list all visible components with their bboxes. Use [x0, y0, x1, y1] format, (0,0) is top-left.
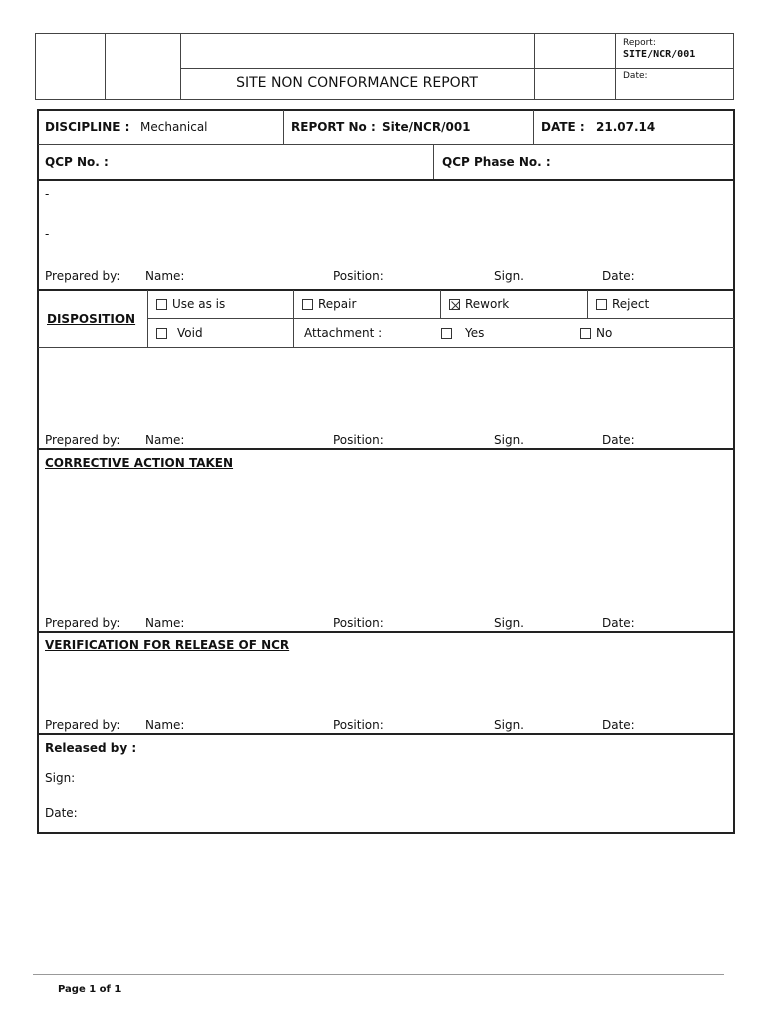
prepared-by-label: Prepared by:	[45, 269, 121, 283]
sign-label: Sign.	[494, 269, 524, 283]
disposition-label: DISPOSITION	[47, 312, 136, 326]
attachment-no-label: No	[596, 326, 613, 340]
void-label: Void	[177, 326, 203, 340]
sign-label: Sign.	[494, 433, 524, 447]
reject-label: Reject	[612, 297, 650, 311]
date-field-label: Date:	[602, 269, 635, 283]
date-value: 21.07.14	[596, 120, 656, 134]
date-label: DATE :	[541, 120, 585, 134]
position-label: Position:	[333, 269, 384, 283]
report-title: SITE NON CONFORMANCE REPORT	[236, 75, 478, 91]
footer-divider	[33, 974, 724, 975]
discipline-value: Mechanical	[140, 120, 208, 134]
released-date-label: Date:	[45, 806, 78, 820]
checked-x-icon	[450, 300, 461, 311]
description-line-2: -	[45, 227, 50, 241]
qcp-no-label: QCP No. :	[45, 155, 109, 169]
position-label: Position:	[333, 433, 384, 447]
description-line-1: -	[45, 187, 50, 201]
header-report-value: SITE/NCR/001	[623, 49, 696, 60]
discipline-label: DISCIPLINE :	[45, 120, 130, 134]
name-label: Name:	[145, 269, 185, 283]
prepared-by-label: Prepared by:	[45, 616, 121, 630]
prepared-by-label: Prepared by:	[45, 433, 121, 447]
repair-checkbox[interactable]	[302, 299, 313, 310]
page-number: Page 1 of 1	[58, 984, 122, 995]
report-no-label: REPORT No :	[291, 120, 376, 134]
name-label: Name:	[145, 718, 185, 732]
verification-title: VERIFICATION FOR RELEASE OF NCR	[45, 638, 290, 652]
released-by-title: Released by :	[45, 741, 137, 755]
rework-checkbox[interactable]	[449, 299, 460, 310]
attachment-yes-label: Yes	[465, 326, 485, 340]
attachment-yes-checkbox[interactable]	[441, 328, 452, 339]
attachment-label: Attachment :	[304, 326, 383, 340]
use-as-is-checkbox[interactable]	[156, 299, 167, 310]
prepared-by-label: Prepared by:	[45, 718, 121, 732]
void-checkbox[interactable]	[156, 328, 167, 339]
position-label: Position:	[333, 718, 384, 732]
qcp-phase-label: QCP Phase No. :	[442, 155, 551, 169]
name-label: Name:	[145, 616, 185, 630]
released-sign-label: Sign:	[45, 771, 76, 785]
sign-label: Sign.	[494, 616, 524, 630]
report-no-value: Site/NCR/001	[382, 120, 471, 134]
date-field-label: Date:	[602, 616, 635, 630]
sign-label: Sign.	[494, 718, 524, 732]
date-field-label: Date:	[602, 718, 635, 732]
position-label: Position:	[333, 616, 384, 630]
name-label: Name:	[145, 433, 185, 447]
rework-label: Rework	[465, 297, 510, 311]
attachment-no-checkbox[interactable]	[580, 328, 591, 339]
header-report-label: Report:	[623, 38, 656, 48]
repair-label: Repair	[318, 297, 357, 311]
use-as-is-label: Use as is	[172, 297, 226, 311]
corrective-action-title: CORRECTIVE ACTION TAKEN	[45, 456, 234, 470]
date-field-label: Date:	[602, 433, 635, 447]
header-date-label: Date:	[623, 71, 648, 81]
reject-checkbox[interactable]	[596, 299, 607, 310]
